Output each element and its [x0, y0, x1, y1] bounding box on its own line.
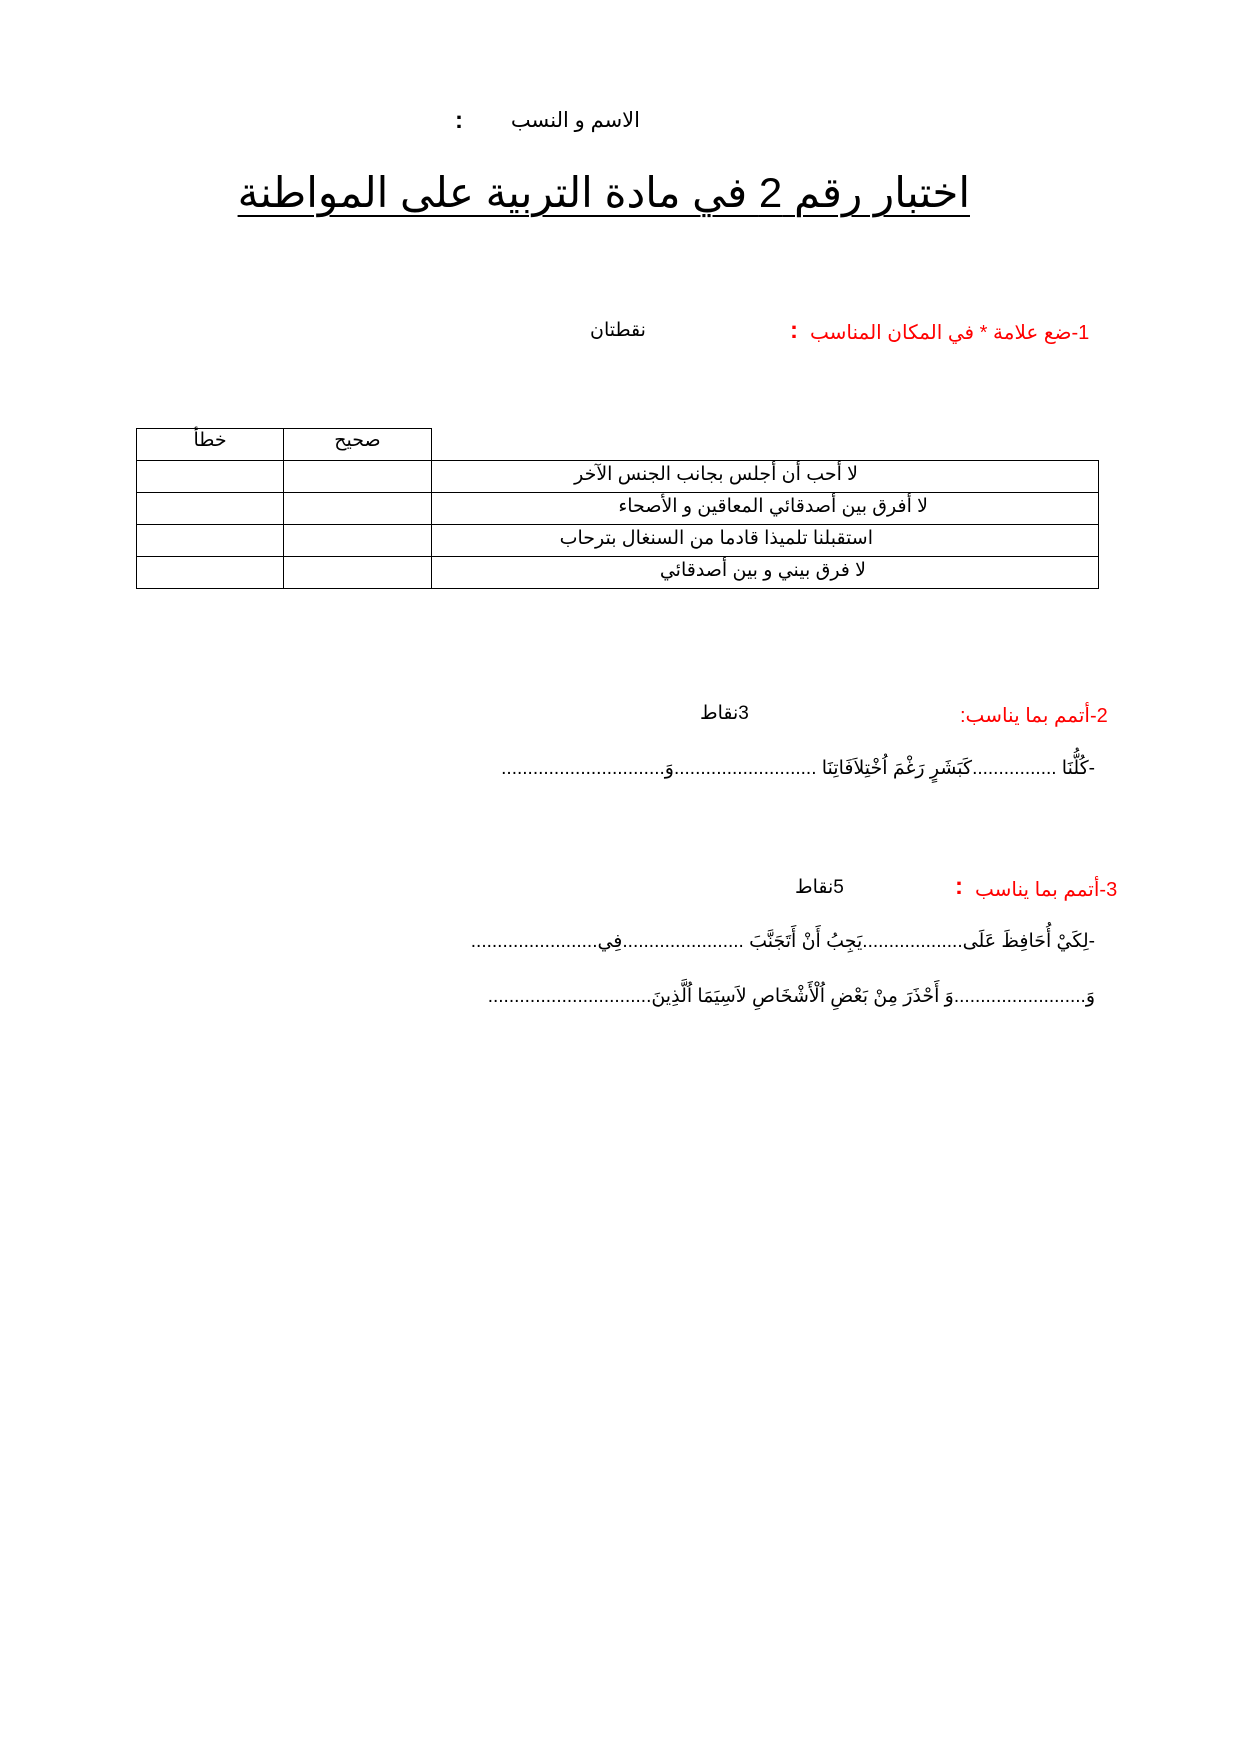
question-3-colon: :: [955, 873, 963, 900]
statement-text: لا أحب أن أجلس بجانب الجنس الآخر: [574, 464, 858, 485]
question-2-fill-line[interactable]: -كُلُّنَا ................كَبَشَرٍ رَغْمَ اُخْتِلاَفَاتِنَا ...........................وَ...............................: [501, 758, 1095, 779]
question-3-title: 3-أتمم بما يناسب: [975, 879, 1118, 901]
question-3-fill-line-2[interactable]: وَ.........................وَ أَحْذَرَ مِنْ بَعْضِ اُلْأَشْخَاصِ لاَسِيَمَا اُلَّذِينَ...............................: [487, 986, 1095, 1007]
table-header-row: [137, 429, 1099, 461]
answer-false-cell[interactable]: [137, 525, 284, 557]
header-statement-blank: [432, 429, 1099, 461]
answer-true-cell[interactable]: [284, 493, 432, 525]
answer-false-cell[interactable]: [137, 557, 284, 589]
question-2-title: 2-أتمم بما يناسب:: [960, 705, 1108, 727]
header-false: خطأ: [137, 429, 284, 461]
question-1-points: نقطتان: [590, 320, 646, 341]
student-name-label: الاسم و النسب: [510, 109, 640, 132]
statement-cell: [432, 461, 1099, 493]
statement-text: لا فرق بيني و بين أصدقائي: [659, 560, 866, 581]
question-1-colon: :: [790, 317, 798, 344]
answer-true-cell[interactable]: [284, 461, 432, 493]
table-row: [137, 525, 1099, 557]
question-3-points: 5نقاط: [795, 877, 844, 898]
statement-text: استقبلنا تلميذا قادما من السنغال بترحاب: [559, 528, 873, 549]
statement-cell: [432, 493, 1099, 525]
statement-cell: [432, 557, 1099, 589]
table-row: [137, 557, 1099, 589]
header-true: صحيح: [284, 429, 432, 461]
answer-false-cell[interactable]: [137, 461, 284, 493]
question-2-points: 3نقاط: [700, 703, 749, 724]
page-title: اختبار رقم 2 في مادة التربية على المواطنة: [237, 169, 970, 216]
table-row: [137, 493, 1099, 525]
question-1-title: 1-ضع علامة * في المكان المناسب: [810, 322, 1090, 344]
student-name-colon: :: [455, 107, 463, 134]
answer-true-cell[interactable]: [284, 557, 432, 589]
true-false-table: [136, 428, 1099, 589]
statement-cell: [432, 525, 1099, 557]
answer-true-cell[interactable]: [284, 525, 432, 557]
statement-text: لا أفرق بين أصدقائي المعاقين و الأصحاء: [618, 496, 928, 517]
answer-false-cell[interactable]: [137, 493, 284, 525]
table-row: [137, 461, 1099, 493]
question-3-fill-line-1[interactable]: -لِكَيْ أُحَافِظَ عَلَى...................يَجِبُ أَنْ أَتَجَنَّبَ .......................فِي........................: [470, 931, 1095, 952]
